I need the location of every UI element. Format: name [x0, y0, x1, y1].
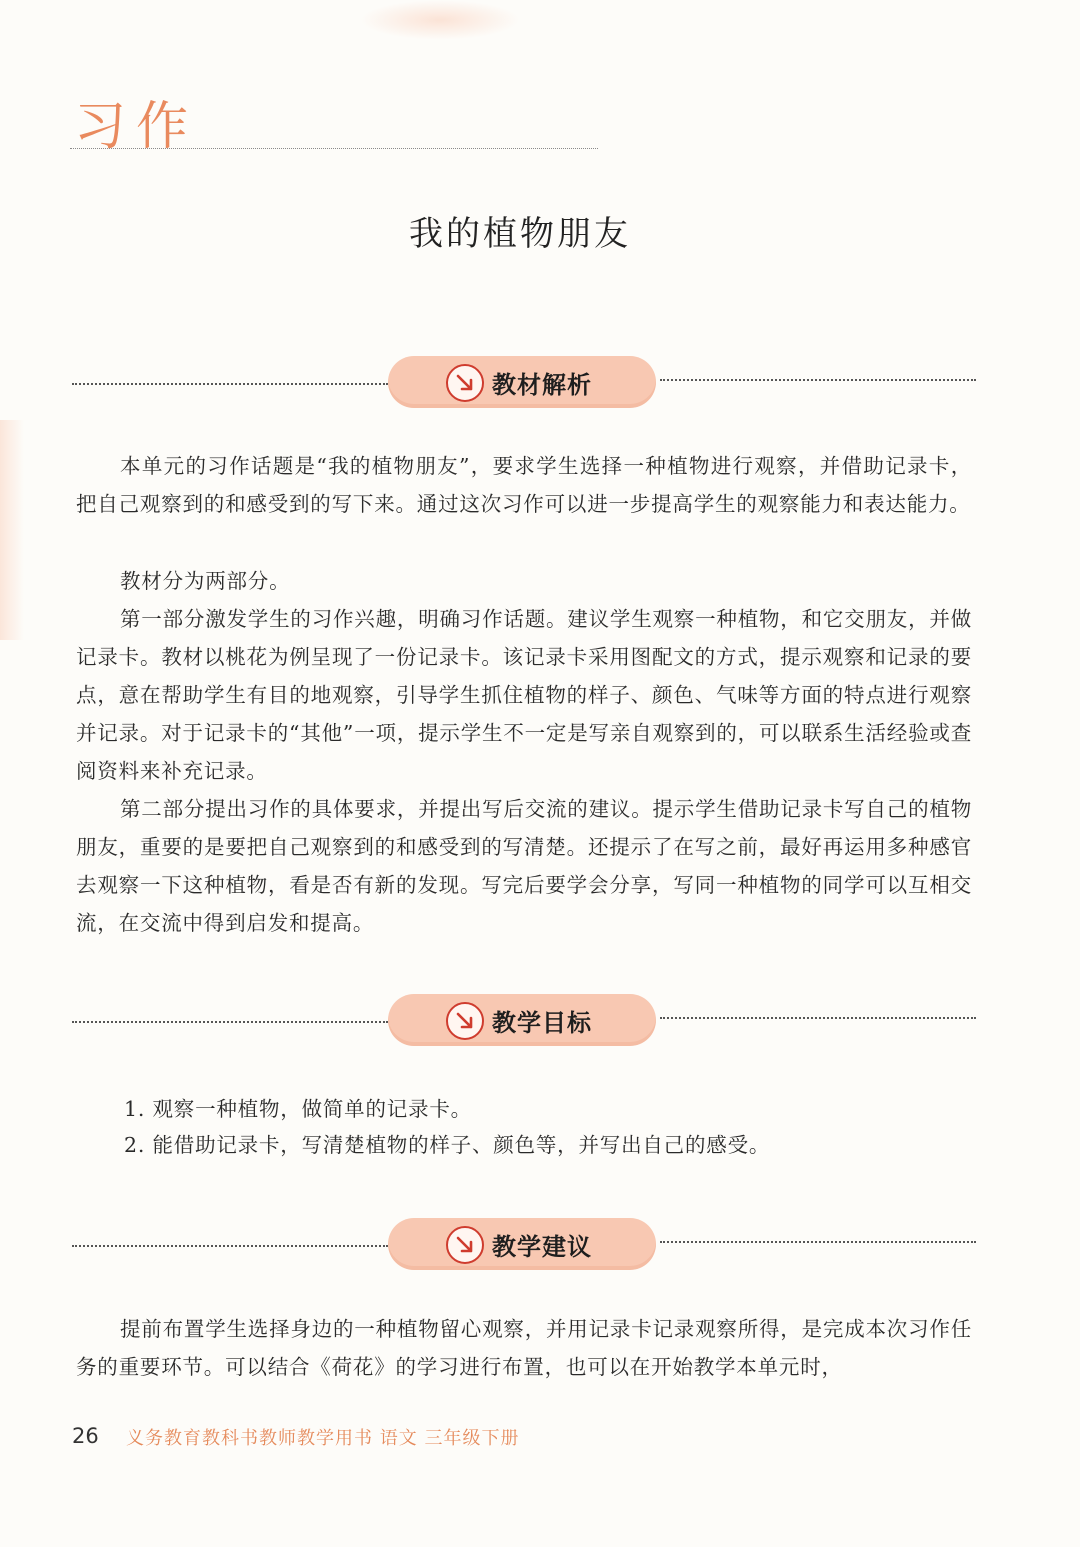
dotted-rule [72, 383, 388, 385]
dotted-rule [72, 1245, 388, 1247]
analysis-paragraph: 第二部分提出习作的具体要求，并提出写后交流的建议。提示学生借助记录卡写自己的植物朋友，重要的是要把自己观察到的和感受到的写清楚。还提示了在写之前，最好再运用多种感官去观察一下这种植物，看是否有新的发现。写完后要学会分享，写同一种植物的同学可以互相交流，在交流中得到启发和提高。 [76, 797, 972, 935]
section-pill [388, 994, 656, 1046]
lesson-title: 我的植物朋友 [409, 214, 631, 254]
section-label: 教材解析 [492, 371, 592, 399]
section-pill [388, 1218, 656, 1270]
dotted-rule [72, 1021, 388, 1023]
section-label: 教学建议 [492, 1233, 592, 1261]
analysis-paragraph: 本单元的习作话题是“我的植物朋友”，要求学生选择一种植物进行观察，并借助记录卡，把自己观察到的和感受到的写下来。通过这次习作可以进一步提高学生的观察能力和表达能力。 [76, 454, 972, 516]
section-header-suggestions [72, 1218, 976, 1274]
goal-item: 2. 能借助记录卡，写清楚植物的样子、颜色等，并写出自己的感受。 [124, 1133, 771, 1157]
section-title: 习作 [74, 97, 199, 157]
title-divider [70, 148, 598, 149]
arrow-down-right-circle-icon [446, 1226, 484, 1264]
arrow-down-right-circle-icon [446, 364, 484, 402]
decorative-tint [0, 420, 24, 640]
section-label: 教学目标 [492, 1009, 592, 1037]
page-number: 26 [72, 1424, 99, 1448]
section-header-analysis [72, 356, 976, 412]
goal-item: 1. 观察一种植物，做简单的记录卡。 [124, 1097, 472, 1121]
suggestion-paragraph: 提前布置学生选择身边的一种植物留心观察，并用记录卡记录观察所得，是完成本次习作任务的重要环节。可以结合《荷花》的学习进行布置，也可以在开始教学本单元时， [76, 1317, 972, 1379]
dotted-rule [660, 1017, 976, 1019]
arrow-down-right-circle-icon [446, 1002, 484, 1040]
footer-book-title: 义务教育教科书教师教学用书 语文 三年级下册 [126, 1428, 520, 1449]
decorative-tint [360, 0, 520, 40]
analysis-paragraph: 教材分为两部分。 [120, 569, 291, 593]
section-header-goals [72, 994, 976, 1050]
dotted-rule [660, 1241, 976, 1243]
dotted-rule [660, 379, 976, 381]
section-pill [388, 356, 656, 408]
analysis-paragraph: 第一部分激发学生的习作兴趣，明确习作话题。建议学生观察一种植物，和它交朋友，并做记录卡。教材以桃花为例呈现了一份记录卡。该记录卡采用图配文的方式，提示观察和记录的要点，意在帮助学生有目的地观察，引导学生抓住植物的样子、颜色、气味等方面的特点进行观察并记录。对于记录卡的“其他”一项，提示学生不一定是写亲自观察到的，可以联系生活经验或查阅资料来补充记录。 [76, 607, 972, 783]
